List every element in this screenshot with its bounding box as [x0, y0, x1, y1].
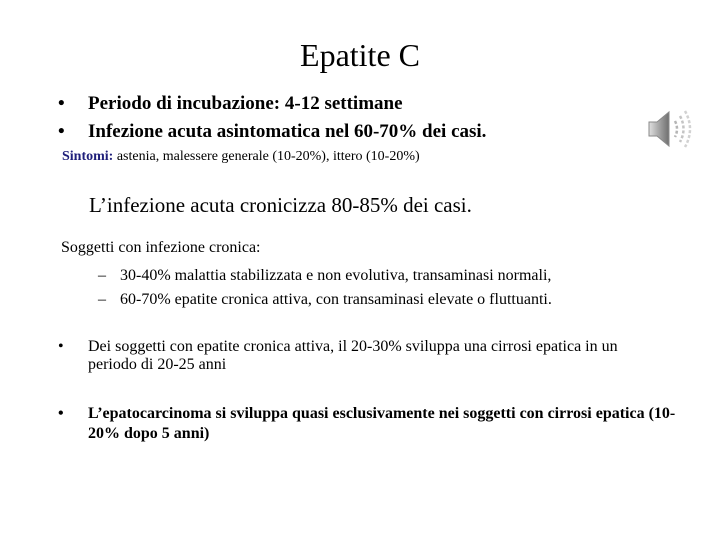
speaker-icon[interactable] — [645, 106, 695, 152]
chronic-subjects-item — [98, 266, 551, 286]
chronicity-statement: L’infezione acuta cronicizza 80-85% dei casi. — [89, 193, 472, 217]
item-text: 30-40% malattia stabilizzata e non evolutiva, transaminasi normali, — [120, 267, 552, 284]
bullet-marker: • — [58, 405, 64, 422]
chronic-subjects-heading: Soggetti con infezione cronica: — [61, 239, 261, 256]
bullet-marker: • — [58, 121, 65, 142]
bullet-cirrhosis — [58, 338, 668, 374]
bullet-text: Infezione acuta asintomatica nel 60-70% dei casi. — [88, 121, 487, 142]
dash-marker: – — [98, 267, 106, 284]
symptoms-line — [62, 148, 420, 166]
bullet-incubation — [58, 92, 403, 116]
bullet-text: Dei soggetti con epatite cronica attiva, il 20-30% sviluppa una cirrosi epatica in un periodo di 20-25 anni — [88, 338, 618, 373]
bullet-marker: • — [58, 338, 64, 355]
bullet-marker: • — [58, 93, 65, 114]
dash-marker: – — [98, 291, 106, 308]
bullet-acute-infection — [58, 120, 486, 144]
bullet-hepatocarcinoma — [58, 404, 678, 444]
chronic-subjects-item — [98, 290, 552, 310]
symptoms-text: astenia, malessere generale (10-20%), ittero (10-20%) — [116, 149, 420, 164]
bullet-text: Periodo di incubazione: 4-12 settimane — [88, 93, 403, 114]
bullet-text: L’epatocarcinoma si sviluppa quasi esclusivamente nei soggetti con cirrosi epatica (10-20% dopo 5 anni) — [88, 405, 676, 442]
item-text: 60-70% epatite cronica attiva, con transaminasi elevate o fluttuanti. — [120, 291, 552, 308]
slide-title: Epatite C — [300, 37, 420, 73]
symptoms-label: Sintomi: — [62, 149, 114, 164]
